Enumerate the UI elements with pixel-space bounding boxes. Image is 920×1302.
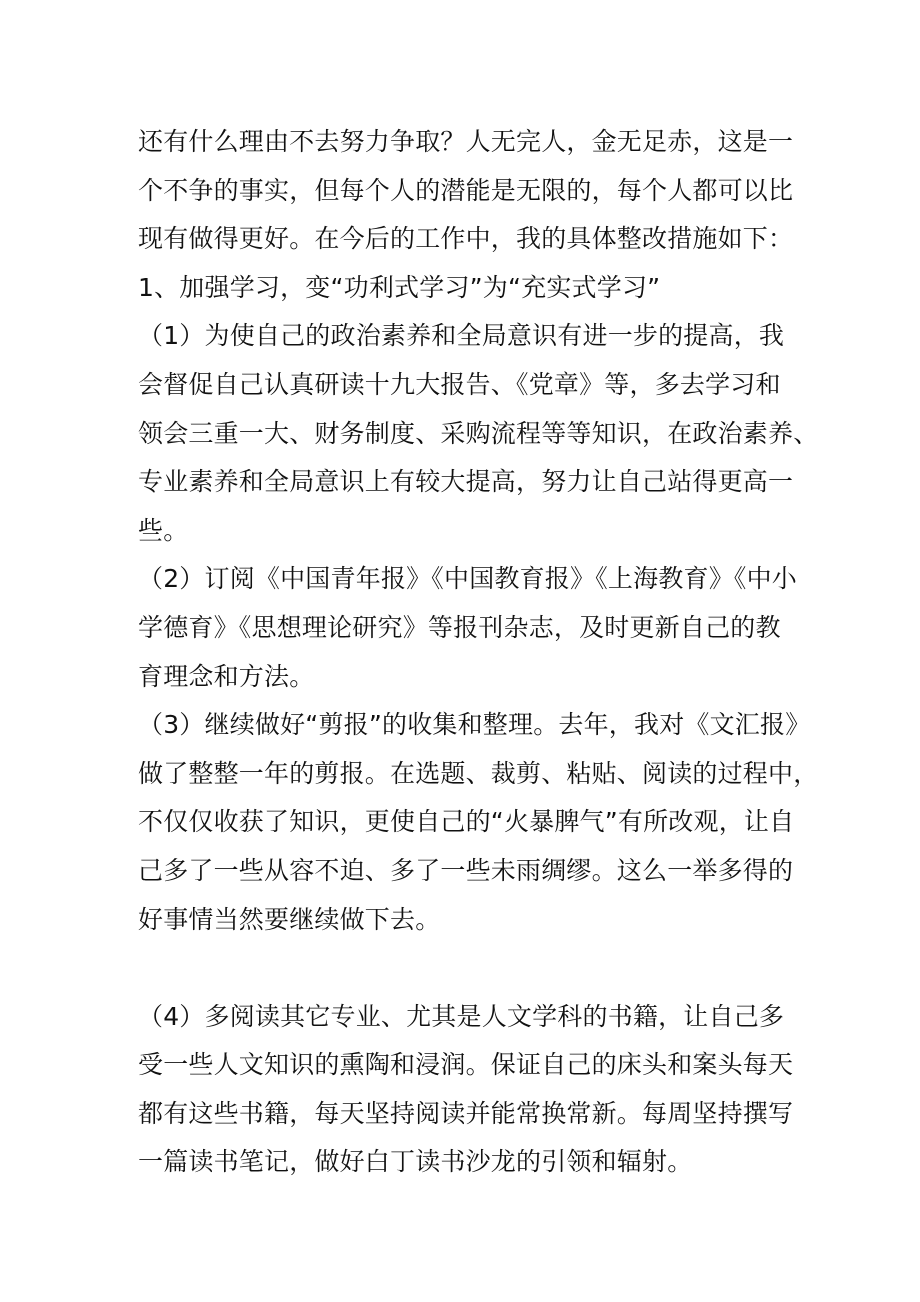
- text-line: （1）为使自己的政治素养和全局意识有进一步的提高，我: [138, 321, 785, 351]
- text-line: 做了整整一年的剪报。在选题、裁剪、粘贴、阅读的过程中，: [138, 758, 819, 788]
- text-line: 不仅仅收获了知识，更使自己的“火暴脾气”有所改观，让自: [138, 807, 795, 837]
- text-line: 领会三重一大、财务制度、采购流程等等知识，在政治素养、: [138, 418, 819, 448]
- blank-line: [138, 944, 798, 993]
- document-body: [138, 118, 819, 1187]
- text-line: 育理念和方法。: [138, 661, 315, 691]
- text-line: 还有什么理由不去努力争取？人无完人，金无足赤，这是一: [138, 127, 794, 156]
- text-line: （3）继续做好“剪报”的收集和整理。去年，我对《文汇报》: [138, 710, 811, 740]
- text-line: 会督促自己认真研读十九大报告、《党章》等，多去学习和: [138, 369, 781, 399]
- text-line: 一篇读书笔记，做好白丁读书沙龙的引领和辐射。: [138, 1147, 693, 1177]
- text-line: （4）多阅读其它专业、尤其是人文学科的书籍，让自己多: [138, 1001, 785, 1031]
- text-line: 学德育》《思想理论研究》等报刊杂志，及时更新自己的教: [138, 612, 781, 642]
- text-line: 好事情当然要继续做下去。: [138, 904, 441, 934]
- text-line: 个不争的事实，但每个人的潜能是无限的，每个人都可以比: [138, 175, 794, 205]
- text-line: 些。: [138, 515, 189, 545]
- text-line: 都有这些书籍，每天坚持阅读并能常换常新。每周坚持撰写: [138, 1098, 794, 1128]
- text-line: 己多了一些从容不迫、多了一些未雨绸缪。这么一举多得的: [138, 855, 794, 885]
- text-line: 受一些人文知识的熏陶和浸润。保证自己的床头和案头每天: [138, 1050, 794, 1080]
- text-line: 现有做得更好。在今后的工作中，我的具体整改措施如下：: [138, 224, 794, 254]
- text-line: 专业素养和全局意识上有较大提高，努力让自己站得更高一: [138, 467, 794, 497]
- section-heading: 1、加强学习，变“功利式学习”为“充实式学习”: [138, 272, 661, 302]
- text-line: （2）订阅《中国青年报》《中国教育报》《上海教育》《中小: [138, 564, 798, 594]
